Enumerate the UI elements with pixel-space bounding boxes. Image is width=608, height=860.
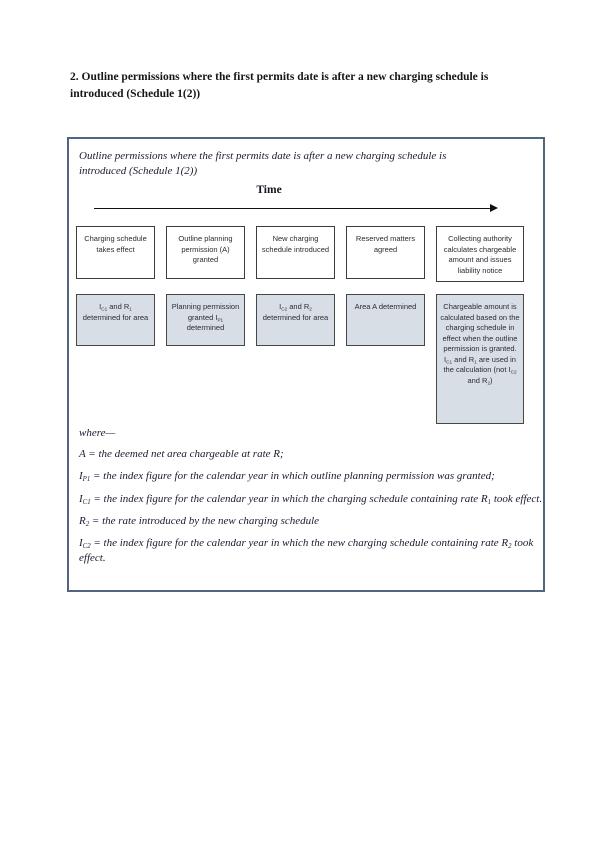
figure-caption <box>79 149 534 178</box>
detail-box-area-a: Area A determined <box>346 294 425 346</box>
detail-box-chargeable-amount: Chargeable amount is calculated based on the charging schedule in effect when the outline permission is granted. $I_{C1}$ and $R_1$ are used in the calculation (not $I_{C2}$ and $R_2$) <box>436 294 524 424</box>
timeline-events-row <box>76 226 534 282</box>
definition-ic1: $I_{C1}$ = the index figure for the calendar year in which the charging schedule containing rate $R_1$ took effect. <box>79 492 543 506</box>
detail-box-ic2-r2: $I_{C2}$ and $R_2$ determined for area <box>256 294 335 346</box>
page-title-line2: introduced (Schedule 1(2)) <box>70 87 201 100</box>
definition-ip1: $I_{P1}$ = the index figure for the calendar year in which outline planning permission was granted; <box>79 470 495 484</box>
detail-box-planning-permission: Planning permission granted $I_{P1}$ determined <box>166 294 245 346</box>
event-box-new-schedule: New charging schedule introduced <box>256 226 335 279</box>
time-arrow <box>94 208 496 209</box>
definition-r2: $R_2$ = the rate introduced by the new charging schedule <box>79 514 320 528</box>
page-title <box>70 69 550 102</box>
definition-a: A = the deemed net area chargeable at rate R; <box>79 448 284 461</box>
figure-frame <box>67 137 545 592</box>
event-box-collecting-authority: Collecting authority calculates chargeable amount and issues liability notice <box>436 226 524 282</box>
definitions-list <box>79 447 547 565</box>
detail-box-ic1-r1: $I_{C1}$ and $R_1$ determined for area <box>76 294 155 346</box>
page-title-line1: 2. Outline permissions where the first permits date is after a new charging schedule is <box>70 71 489 83</box>
figure-caption-line2: introduced (Schedule 1(2)) <box>79 164 198 177</box>
time-axis-label: Time <box>256 184 282 197</box>
arrow-head-icon <box>490 204 498 212</box>
figure-caption-line1: Outline permissions where the first permits date is after a new charging schedule is <box>79 150 447 162</box>
where-clause: where— <box>79 427 116 440</box>
timeline-details-row <box>76 294 534 424</box>
event-box-charging-schedule: Charging schedule takes effect <box>76 226 155 279</box>
definition-ic2: $I_{C2}$ = the index figure for the calendar year in which the new charging schedule containing rate $R_2$ took effect. <box>79 537 534 564</box>
event-box-reserved-matters: Reserved matters agreed <box>346 226 425 279</box>
event-box-outline-permission: Outline planning permission (A) granted <box>166 226 245 279</box>
